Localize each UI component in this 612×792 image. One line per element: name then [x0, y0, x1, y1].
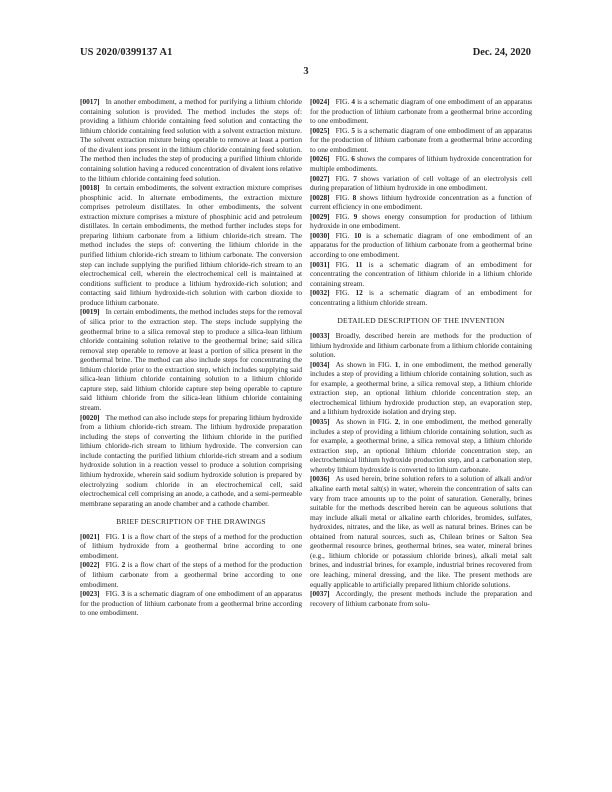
paragraph-text: In another embodiment, a method for purifying a lithium chloride containing solution is provided. The method includes the steps of: providing a lithium chloride containing feed solution and contacting the lithium chloride containing feed solution with a solvent extraction mixture. The solvent extraction mixture being operable to remove at least a portion of the divalent ions present in the lithium chloride containing feed solution. The method then includes the step of producing a purified lithium chloride containing solution having a reduced concentration of divalent ions relative to the lithium chloride containing feed solution. [80, 97, 302, 183]
paragraph [80, 413, 302, 509]
publication-number: US 2020/0399137 A1 [80, 47, 173, 58]
figure-number: 9 [353, 211, 358, 221]
paragraph-text: Accordingly, the present methods include the preparation and recovery of lithium carbonate from solu- [310, 589, 532, 608]
paragraph-text: The method can also include steps for preparing lithium hydroxide from a lithium chloride-rich stream. The lithium hydroxide preparation including the steps of converting the lithium chloride in the purified lithium chloride-rich stream to lithium hydroxide. The conversion can include contacting the purified lithium chloride-rich stream and a sodium hydroxide solution in a reaction vessel to produce a solution comprising lithium hydroxide, wherein said sodium hydroxide solution is prepared by electrolyzing sodium chloride in an electrochemical cell, said electrochemical cell comprising an anode, a cathode, and a semi-permeable membrane separating an anode chamber and a cathode chamber. [80, 412, 302, 508]
paragraph-number: [0023] [80, 589, 100, 599]
paragraph [80, 97, 302, 183]
paragraph-number: [0029] [310, 211, 330, 221]
paragraph-number: [0035] [310, 417, 330, 427]
paragraph-number: [0036] [310, 474, 330, 484]
figure-reference-prefix: FIG. [335, 211, 350, 221]
section-heading: BRIEF DESCRIPTION OF THE DRAWINGS [116, 517, 266, 527]
paragraph [310, 231, 532, 260]
figure-reference-prefix: FIG. [335, 125, 350, 135]
section-heading: DETAILED DESCRIPTION OF THE INVENTION [337, 316, 505, 326]
paragraph [80, 307, 302, 412]
figure-number: 11 [355, 259, 363, 269]
figure-number: 6 [351, 154, 355, 164]
figure-reference-prefix: FIG. [105, 531, 120, 541]
paragraph [80, 560, 302, 589]
paragraph-text: is a schematic diagram of one embodiment of an apparatus for the production of lithium carbonate from a geothermal brine according to one embodiment. [310, 125, 532, 154]
figure-number: 12 [355, 288, 363, 298]
paragraph [310, 97, 532, 126]
paragraph-text: shows lithium hydroxide concentration as a function of current efficiency in one embodiment. [310, 192, 532, 212]
paragraph-number: [0024] [310, 97, 330, 106]
figure-reference-prefix: FIG. [335, 97, 350, 106]
paragraph [310, 154, 532, 173]
figure-reference-prefix: FIG. [335, 288, 350, 298]
paragraph-number: [0020] [80, 412, 100, 422]
paragraph-number: [0017] [80, 97, 100, 106]
figure-reference-prefix: As shown in FIG. [335, 359, 392, 369]
left-column [80, 97, 302, 618]
paragraph-number: [0021] [80, 531, 100, 541]
paragraph-text: is a schematic diagram of one embodiment of an apparatus for the production of lithium carbonate from a geothermal brine according to one embodiment. [310, 97, 532, 126]
paragraph-number: [0033] [310, 330, 330, 340]
figure-reference-prefix: FIG. [105, 589, 120, 599]
figure-reference-prefix: As shown in FIG. [335, 417, 392, 427]
paragraph-text: shows variation of cell voltage of an electrolysis cell during preparation of lithium hydroxide in one embodiment. [310, 173, 532, 193]
paragraph-number: [0028] [310, 192, 330, 202]
figure-number: 8 [352, 192, 357, 202]
figure-number: 7 [353, 173, 357, 183]
paragraph [310, 174, 532, 193]
paragraph-text: is a schematic diagram of one embodiment of an apparatus for the production of lithium carbonate from a geothermal brine according to one embodiment. [310, 230, 532, 259]
figure-reference-prefix: FIG. [335, 230, 350, 240]
paragraph-text: , in one embodiment, the method generally includes a step of providing a lithium chloride containing solution, such as for example, a geothermal brine, a silica removal step, a lithium chloride extraction step, an optional lithium chloride concentration step, an electrochemical lithium hydroxide production step, an evaporation step, and a lithium hydroxide isolation and drying step. [310, 359, 532, 417]
paragraph-number: [0025] [310, 125, 330, 135]
figure-number: 5 [351, 125, 356, 135]
page-number: 3 [303, 66, 309, 77]
paragraph-number: [0027] [310, 173, 330, 183]
paragraph-number: [0019] [80, 307, 100, 317]
paragraph [310, 589, 532, 608]
paragraph-number: [0034] [310, 359, 330, 369]
paragraph-text: shows energy consumption for production of lithium hydroxide in one embodiment. [310, 211, 532, 231]
paragraph [310, 417, 532, 474]
paragraph [80, 589, 302, 618]
figure-number: 1 [394, 359, 399, 369]
figure-number: 1 [121, 531, 126, 541]
figure-number: 2 [121, 560, 126, 570]
figure-number: 4 [351, 97, 356, 106]
paragraph-number: [0031] [310, 259, 330, 269]
paragraph-text: Broadly, described herein are methods for the production of lithium hydroxide and lithium carbonate from a lithium chloride containing solution. [310, 330, 532, 360]
figure-reference-prefix: FIG. [335, 192, 350, 202]
paragraph [310, 212, 532, 231]
paragraph [310, 126, 532, 155]
paragraph [80, 183, 302, 307]
paragraph-text: As used herein, brine solution refers to a solution of alkali and/or alkaline earth metal salt(s) in water, wherein the concentration of salts can vary from trace amounts up to the point of saturation. Generally, brines suitable for the methods described herein can be aqueous solutions that may include alkali metal or alkaline earth chlorides, bromides, sulfates, hydroxides, nitrates, and the like, as well as natural brines. Brines can be obtained from natural sources, such as, Chilean brines or Salton Sea geothermal resource brines, geothermal brines, sea water, mineral brines (e.g., lithium chloride or potassium chloride brines), alkali metal salt brines, and industrial brines, for example, industrial brines recovered from ore leaching, mineral dressing, and the like. The present methods are equally applicable to artificially prepared lithium chloride solutions. [310, 474, 532, 589]
paragraph-text: , in one embodiment, the method generally includes a step of providing a lithium chloride containing solution, such as for example, a geothermal brine, a silica removal step, a lithium chloride extraction step, an optional lithium chloride concentration step, an electrochemical lithium hydroxide production step, and a carbonation step, whereby lithium hydroxide is converted to lithium carbonate. [310, 417, 532, 474]
paragraph-number: [0032] [310, 288, 330, 298]
paragraph [310, 360, 532, 417]
paragraph-number: [0030] [310, 230, 330, 240]
figure-reference-prefix: FIG. [335, 259, 350, 269]
publication-date: Dec. 24, 2020 [472, 47, 531, 58]
paragraph [80, 532, 302, 561]
figure-number: 10 [354, 230, 362, 240]
paragraph-number: [0037] [310, 589, 330, 599]
figure-number: 2 [394, 417, 399, 427]
paragraph-text: shows the compares of lithium hydroxide concentration for multiple embodiments. [310, 154, 532, 173]
paragraph-text: is a flow chart of the steps of a method for the production of lithium hydroxide from a geothermal brine according to one embodiment. [80, 531, 302, 560]
paragraph-number: [0026] [310, 154, 330, 164]
paragraph [310, 331, 532, 360]
paragraph-text: In certain embodiments, the solvent extraction mixture comprises phosphinic acid. In alternate embodiments, the extraction mixture comprises petroleum distillates. In other embodiments, the solvent extraction mixture comprises a mixture of phosphinic acid and petroleum distillates. In certain embodiments, the method further includes steps for preparing lithium carbonate from a lithium chloride-rich stream. The method includes the steps of: converting the lithium chloride in the purified lithium chloride-rich stream to lithium carbonate. The conversion step can include supplying the purified lithium chloride-rich stream to an electrochemical cell, wherein the electrochemical cell is maintained at conditions sufficient to produce a lithium hydroxide-rich solution; and contacting said lithium hydroxide-rich solution with carbon dioxide to produce lithium carbonate. [80, 183, 302, 307]
paragraph-text: is a schematic diagram of one embodiment of an apparatus for the production of lithium carbonate from a geothermal brine according to one embodiment. [80, 589, 302, 618]
paragraph-text: is a schematic diagram of an embodiment for concentrating the concentration of lithium chloride in a lithium chloride containing stream. [310, 259, 532, 288]
paragraph [310, 474, 532, 589]
paragraph-number: [0022] [80, 560, 100, 570]
paragraph-text: is a schematic diagram of an embodiment for concentrating a lithium chloride stream. [310, 288, 532, 307]
figure-number: 3 [121, 589, 126, 599]
paragraph [310, 193, 532, 212]
figure-reference-prefix: FIG. [105, 560, 120, 570]
paragraph [310, 260, 532, 289]
paragraph-text: In certain embodiments, the method includes steps for the removal of silica prior to the extraction step. The steps include supplying the geothermal brine to a silica removal step to produce a silica-lean lithium chloride containing solution relative to the geothermal brine; said silica removal step operable to remove at least a portion of silica present in the geothermal brine. The method can also include steps for concentrating the lithium chloride prior to the extraction step, which includes supplying said silica-lean lithium chloride containing solution to a lithium chloride capture step, said lithium chloride capture step being operable to capture said lithium chloride from the silica-lean lithium chloride containing stream. [80, 307, 302, 412]
right-column [310, 97, 532, 608]
figure-reference-prefix: FIG. [335, 154, 350, 164]
paragraph-number: [0018] [80, 183, 100, 193]
paragraph-text: is a flow chart of the steps of a method for the production of lithium carbonate from a geothermal brine according to one embodiment. [80, 560, 302, 589]
paragraph [310, 288, 532, 307]
figure-reference-prefix: FIG. [335, 173, 350, 183]
